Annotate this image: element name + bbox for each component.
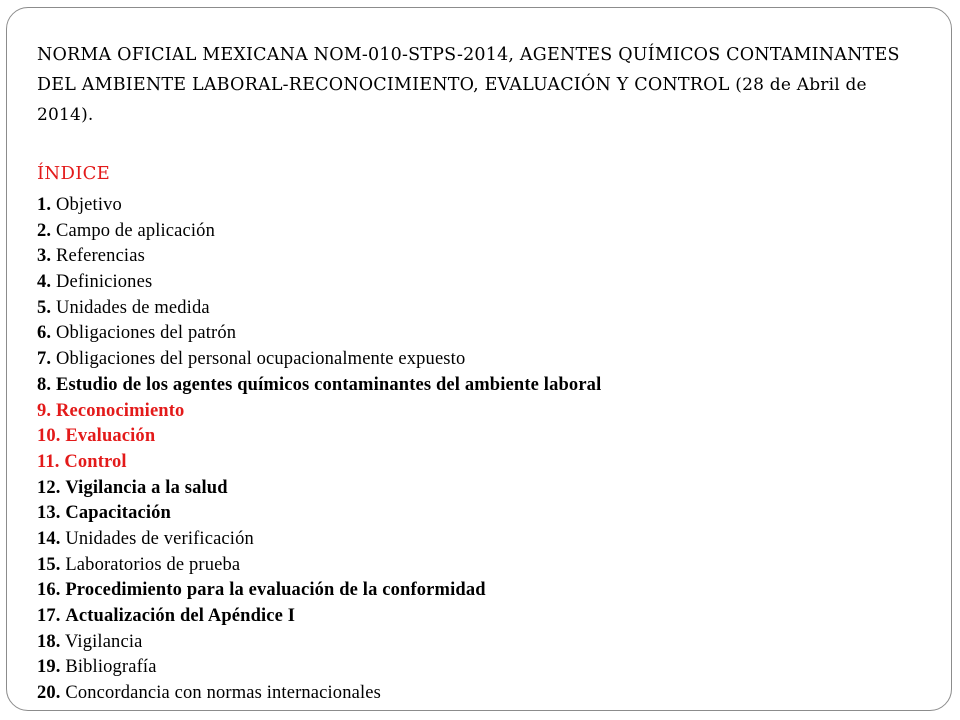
toc-item: 3. Referencias (37, 246, 145, 267)
toc-item: 4. Definiciones (37, 272, 153, 293)
toc-item: 7. Obligaciones del personal ocupacionalmente expuesto (37, 349, 466, 370)
title-main: NORMA OFICIAL MEXICANA NOM-010-STPS-2014, AGENTES QUÍMICOS CONTAMINANTES DEL AMBIENTE LABORAL-RECONOCIMIENTO, EVALUACIÓN Y CONTROL (37, 45, 900, 95)
toc-item: 12. Vigilancia a la salud (37, 477, 228, 498)
toc-item: 13. Capacitación (37, 503, 171, 524)
toc-item: 5. Unidades de medida (37, 297, 210, 318)
toc-item: 10. Evaluación (37, 426, 156, 447)
table-of-contents (37, 193, 601, 707)
toc-item: 18. Vigilancia (37, 631, 143, 652)
toc-item: 17. Actualización del Apéndice I (37, 606, 296, 626)
toc-item: 1. Objetivo (37, 195, 122, 215)
toc-item: 8. Estudio de los agentes químicos contaminantes del ambiente laboral (37, 374, 602, 395)
title-date: (28 de Abril de 2014). (37, 75, 867, 125)
toc-item: 19. Bibliografía (37, 657, 157, 678)
toc-item: 20. Concordancia con normas internacionales (37, 683, 381, 704)
document-title (37, 40, 917, 130)
toc-item: 15. Laboratorios de prueba (37, 554, 241, 575)
toc-item: 11. Control (37, 451, 127, 472)
toc-item: 2. Campo de aplicación (37, 220, 215, 241)
toc-item: 14. Unidades de verificación (37, 528, 254, 549)
toc-item: 9. Reconocimiento (37, 400, 185, 421)
toc-item: 16. Procedimiento para la evaluación de la conformidad (37, 580, 486, 601)
slide-frame (6, 7, 952, 711)
index-heading: ÍNDICE (37, 163, 111, 184)
toc-item: 6. Obligaciones del patrón (37, 323, 237, 344)
